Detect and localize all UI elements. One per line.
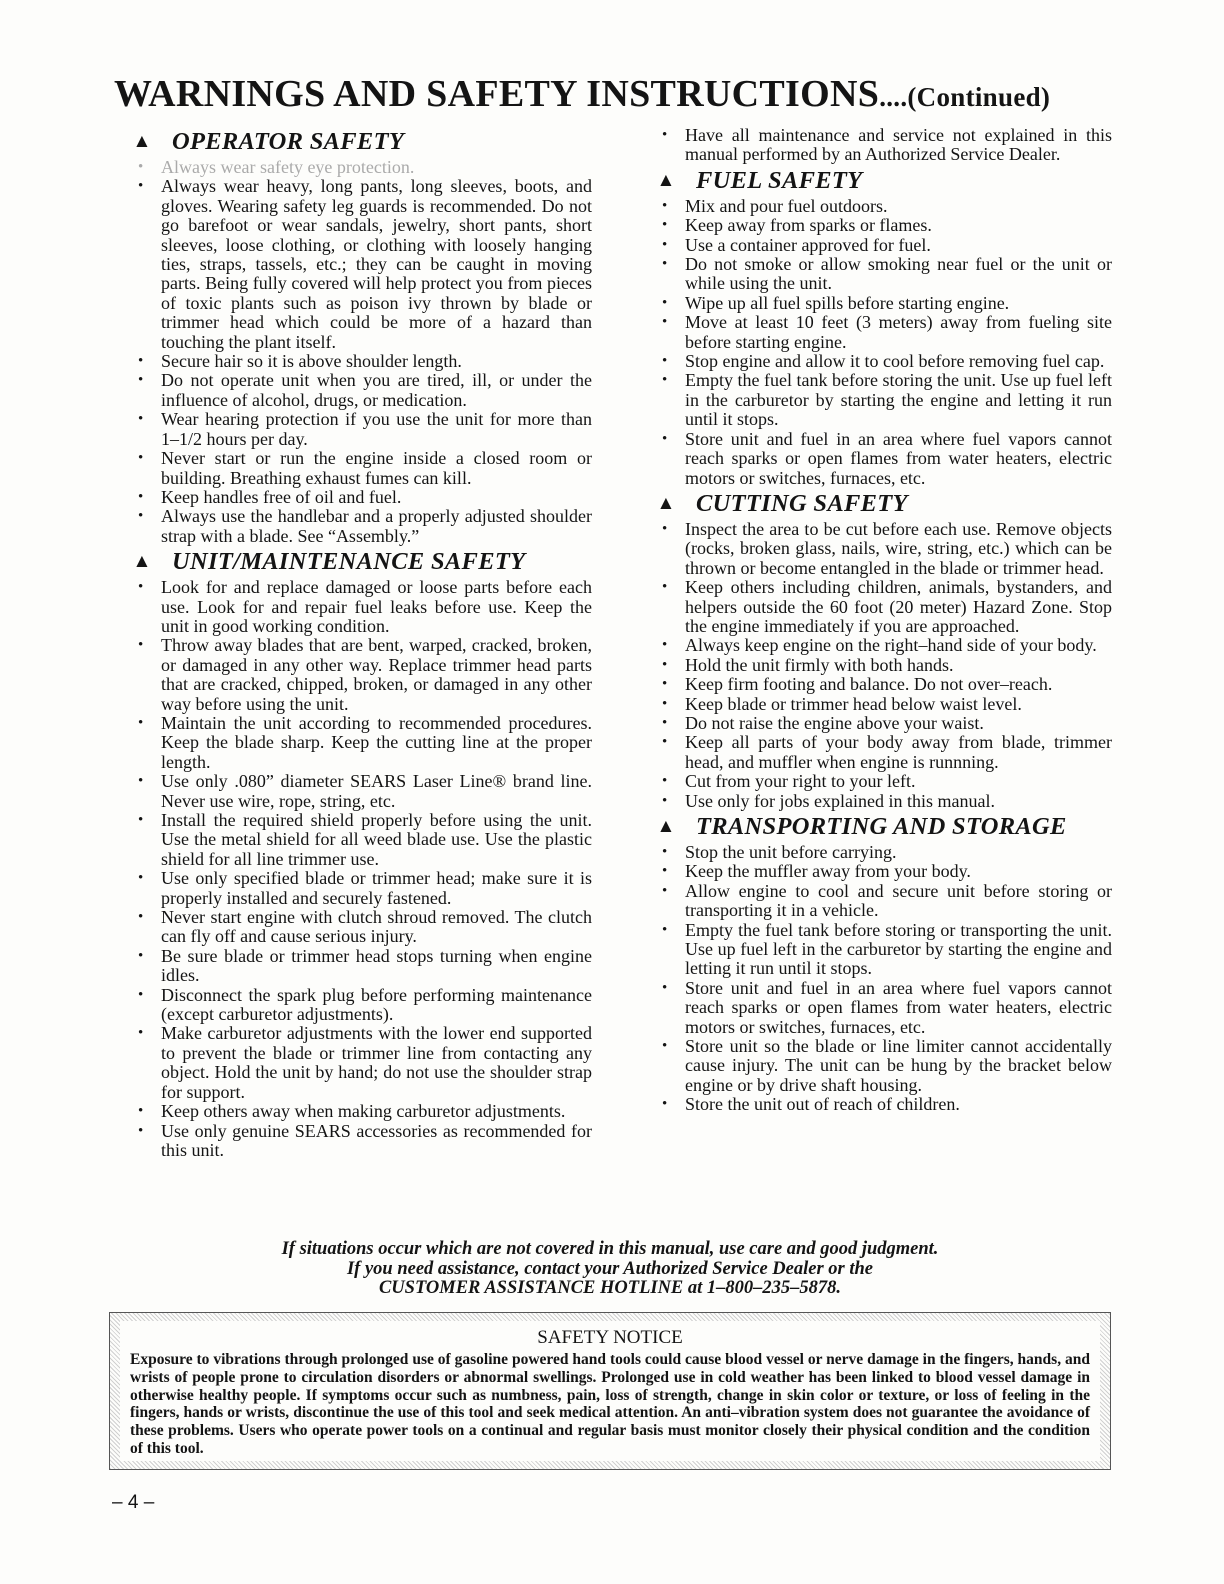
list-item: • Keep all parts of your body away from blade, trimmer head, and muffler when engine is runnning. (654, 733, 1112, 772)
transporting-storage-heading (654, 811, 1112, 843)
list-item: • Look for and replace damaged or loose parts before each use. Look for and repair fuel leaks before use. Keep the unit in good working condition. (130, 578, 592, 636)
safety-notice-inner (120, 1321, 1100, 1461)
warning-triangle-icon: ▲ (132, 551, 152, 573)
transporting-storage-section (654, 811, 1112, 1115)
list-item: • Do not smoke or allow smoking near fuel or the unit or while using the unit. (654, 255, 1112, 294)
left-column (130, 126, 592, 1160)
list-item: • Wipe up all fuel spills before starting engine. (654, 294, 1112, 313)
warning-triangle-icon: ▲ (656, 492, 676, 514)
transporting-storage-list (654, 843, 1112, 1115)
warning-triangle-icon: ▲ (656, 816, 676, 837)
list-item: • Keep others away when making carburetor adjustments. (130, 1102, 592, 1121)
list-item: • Mix and pour fuel outdoors. (654, 197, 1112, 216)
closing-line: If you need assistance, contact your Authorized Service Dealer or the (346, 1258, 874, 1279)
page-number: – 4 – (112, 1492, 155, 1513)
fuel-safety-list (654, 197, 1112, 488)
warning-triangle-icon: ▲ (656, 169, 676, 191)
cutting-safety-list (654, 520, 1112, 811)
service-note-list (654, 126, 1112, 165)
list-item: • Store the unit out of reach of children. (654, 1095, 1112, 1114)
list-item: • Use only for jobs explained in this manual. (654, 792, 1112, 811)
list-item: • Keep blade or trimmer head below waist level. (654, 695, 1112, 714)
list-item: • Keep the muffler away from your body. (654, 862, 1112, 881)
list-item: • Always use the handlebar and a properly adjusted shoulder strap with a blade. See “Assembly.” (130, 507, 592, 546)
list-item: • Always wear heavy, long pants, long sleeves, boots, and gloves. Wearing safety leg guards is recommended. Do not go barefoot or wear sandals, jewelry, short pants, short sleeves, loose clothing, or clothing with loosely hanging ties, straps, tassels, etc.; they can be caught in moving parts. Being fully covered will help protect you from pieces of toxic plants such as poison ivy thrown by blade or trimmer head which could be more of a hazard than touching the plant itself. (130, 177, 592, 352)
list-item: • Keep firm footing and balance. Do not over–reach. (654, 675, 1112, 694)
cutting-safety-heading-text: CUTTING SAFETY (696, 489, 908, 517)
page-title (114, 72, 1050, 116)
list-item: • Move at least 10 feet (3 meters) away from fueling site before starting engine. (654, 313, 1112, 352)
list-item: • Use a container approved for fuel. (654, 236, 1112, 255)
list-item: • Empty the fuel tank before storing the unit. Use up fuel left in the carburetor by starting the engine and letting it run until it stops. (654, 371, 1112, 429)
operator-safety-list (130, 158, 592, 546)
list-item: • Stop engine and allow it to cool before removing fuel cap. (654, 352, 1112, 371)
list-item: • Throw away blades that are bent, warped, cracked, broken, or damaged in any other way. Replace trimmer head parts that are cracked, chipped, broken, or damaged in any other way before using the unit. (130, 636, 592, 714)
unit-maintenance-safety-heading-text: UNIT/MAINTENANCE SAFETY (172, 548, 526, 576)
fuel-safety-heading-text: FUEL SAFETY (696, 166, 863, 194)
list-item: • Always wear safety eye protection. (130, 158, 592, 177)
list-item: • Use only genuine SEARS accessories as recommended for this unit. (130, 1122, 592, 1161)
list-item: • Wear hearing protection if you use the unit for more than 1–1/2 hours per day. (130, 410, 592, 449)
list-item: • Use only .080” diameter SEARS Laser Line® brand line. Never use wire, rope, string, etc. (130, 772, 592, 811)
closing-line: If situations occur which are not covered in this manual, use care and good judgment. (281, 1239, 939, 1259)
unit-maintenance-safety-list (130, 578, 592, 1160)
list-item: • Be sure blade or trimmer head stops turning when engine idles. (130, 947, 592, 986)
list-item: • Store unit and fuel in an area where fuel vapors cannot reach sparks or open flames from water heaters, electric motors or switches, furnaces, etc. (654, 979, 1112, 1037)
list-item: • Disconnect the spark plug before performing maintenance (except carburetor adjustments). (130, 986, 592, 1025)
page-title-suffix: ....(Continued) (879, 82, 1051, 112)
list-item: • Do not raise the engine above your waist. (654, 714, 1112, 733)
list-item: • Keep others including children, animals, bystanders, and helpers outside the 60 foot (20 meter) Hazard Zone. Stop the engine immediately if you are approached. (654, 578, 1112, 636)
list-item: • Inspect the area to be cut before each use. Remove objects (rocks, broken glass, nails, wire, string, etc.) which can be thrown or become entangled in the blade or trimmer head. (654, 520, 1112, 578)
operator-safety-heading (130, 126, 592, 158)
list-item: • Cut from your right to your left. (654, 772, 1112, 791)
list-item: • Store unit so the blade or line limiter cannot accidentally cause injury. The unit can be hung by the bracket below engine or by drive shaft housing. (654, 1037, 1112, 1095)
right-column (654, 126, 1112, 1115)
safety-notice-title: SAFETY NOTICE (537, 1327, 683, 1348)
list-item: • Store unit and fuel in an area where fuel vapors cannot reach sparks or open flames from water heaters, electric motors or switches, furnaces, etc. (654, 430, 1112, 488)
closing-statement (150, 1240, 1070, 1299)
safety-notice-box (109, 1312, 1111, 1470)
transporting-storage-heading-text: TRANSPORTING AND STORAGE (696, 813, 1067, 840)
list-item: • Always keep engine on the right–hand side of your body. (654, 636, 1112, 655)
cutting-safety-heading (654, 488, 1112, 520)
list-item: • Hold the unit firmly with both hands. (654, 656, 1112, 675)
list-item: • Do not operate unit when you are tired, ill, or under the influence of alcohol, drugs, or medication. (130, 371, 592, 410)
page-title-text: WARNINGS AND SAFETY INSTRUCTIONS (114, 73, 880, 115)
operator-safety-section (130, 126, 592, 546)
warning-triangle-icon: ▲ (132, 131, 152, 152)
operator-safety-heading-text: OPERATOR SAFETY (172, 128, 405, 155)
list-item: • Keep away from sparks or flames. (654, 216, 1112, 235)
fuel-safety-section (654, 165, 1112, 488)
list-item: • Maintain the unit according to recommended procedures. Keep the blade sharp. Keep the cutting line at the proper length. (130, 714, 592, 772)
list-item: • Never start engine with clutch shroud removed. The clutch can fly off and cause serious injury. (130, 908, 592, 947)
list-item: • Secure hair so it is above shoulder length. (130, 352, 592, 371)
list-item: • Use only specified blade or trimmer head; make sure it is properly installed and securely fastened. (130, 869, 592, 908)
list-item: • Keep handles free of oil and fuel. (130, 488, 592, 507)
hotline-line: CUSTOMER ASSISTANCE HOTLINE at 1–800–235–5878. (378, 1278, 842, 1298)
list-item: • Empty the fuel tank before storing or transporting the unit. Use up fuel left in the carburetor by starting the engine and letting it run until it stops. (654, 921, 1112, 979)
list-item: • Install the required shield properly before using the unit. Use the metal shield for all weed blade use. Use the plastic shield for all line trimmer use. (130, 811, 592, 869)
list-item: • Stop the unit before carrying. (654, 843, 1112, 862)
list-item: • Make carburetor adjustments with the lower end supported to prevent the blade or trimmer line from contacting any object. Hold the unit by hand; do not use the shoulder strap for support. (130, 1024, 592, 1102)
unit-maintenance-safety-heading (130, 546, 592, 578)
fuel-safety-heading (654, 165, 1112, 197)
list-item: • Have all maintenance and service not explained in this manual performed by an Authorized Service Dealer. (654, 126, 1112, 165)
unit-maintenance-safety-section (130, 546, 592, 1160)
list-item: • Never start or run the engine inside a closed room or building. Breathing exhaust fumes can kill. (130, 449, 592, 488)
safety-notice-body: Exposure to vibrations through prolonged use of gasoline powered hand tools could cause blood vessel or nerve damage in the fingers, hands, and wrists of people prone to circulation disorders or abnormal swellings. Prolonged use in cold weather has been linked to blood vessel damage in otherwise healthy people. If symptoms occur such as numbness, pain, loss of strength, change in skin color or texture, or loss of feeling in the fingers, hands or wrists, discontinue the use of this tool and seek medical attention. An anti–vibration system does not guarantee the avoidance of these problems. Users who operate power tools on a continual and regular basis must monitor closely their physical condition and the condition of this tool. (130, 1351, 1090, 1457)
cutting-safety-section (654, 488, 1112, 811)
list-item: • Allow engine to cool and secure unit before storing or transporting it in a vehicle. (654, 882, 1112, 921)
